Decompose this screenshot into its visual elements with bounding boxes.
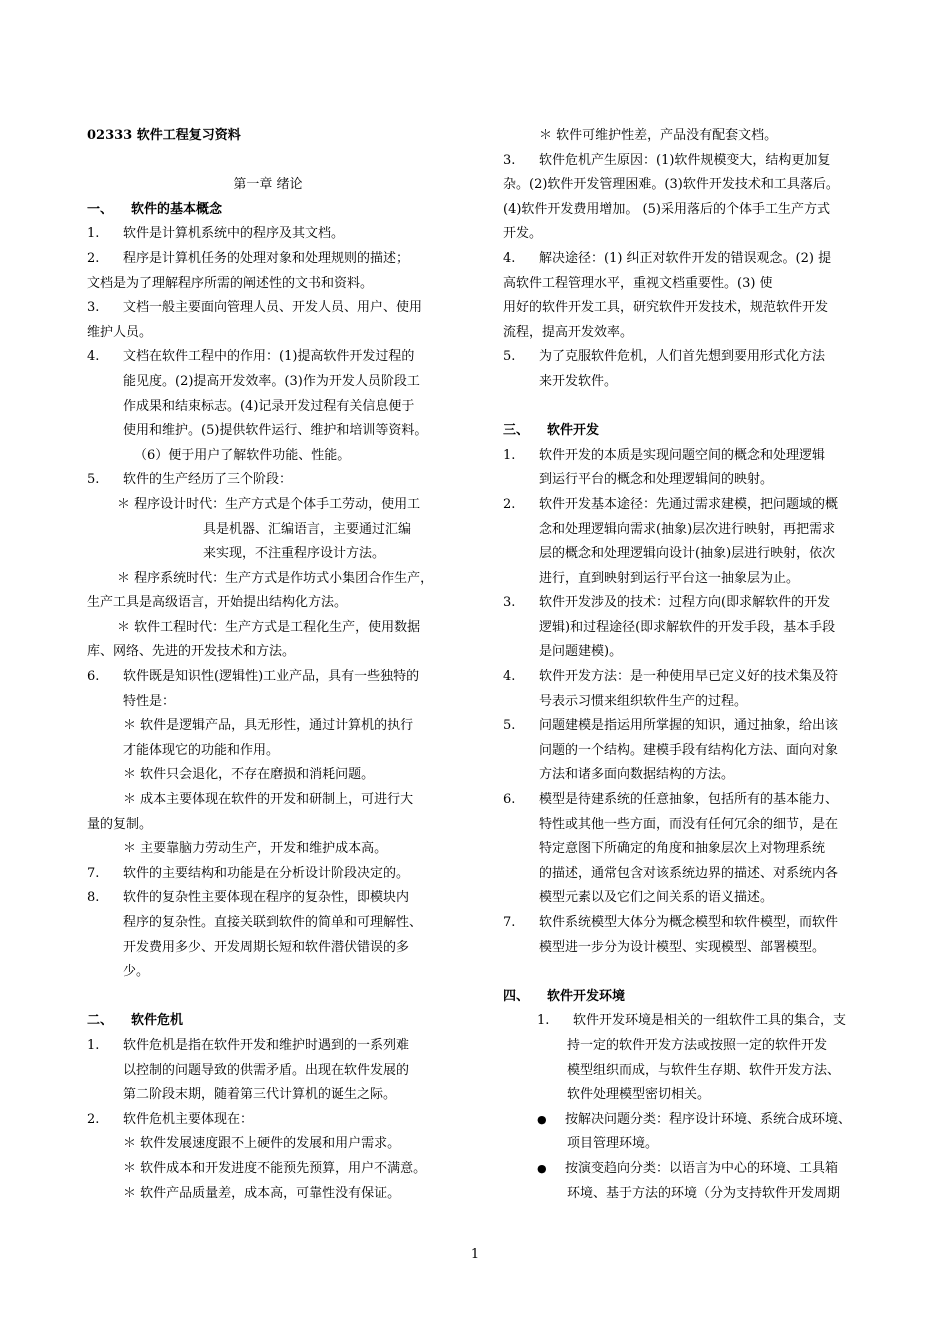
- text-line: [503, 1108, 865, 1133]
- text-line: [87, 1083, 449, 1108]
- text-line: [87, 124, 449, 149]
- item-number: 3.: [503, 595, 516, 611]
- line-text: 开发费用多少、开发周期长短和软件潜伏错误的多: [123, 939, 410, 955]
- line-text: 用好的软件开发工具，研究软件开发技术，规范软件开发: [503, 300, 829, 316]
- line-text: 按解决问题分类：程序设计环境、系统合成环境、: [565, 1111, 852, 1127]
- text-line: [503, 763, 865, 788]
- line-text: 软件开发的本质是实现问题空间的概念和处理逻辑: [539, 447, 826, 463]
- text-line: [87, 739, 449, 764]
- text-line: [503, 1182, 865, 1207]
- line-text: 文档是为了理解程序所需的阐述性的文书和资料。: [87, 275, 374, 291]
- section-heading: [503, 985, 865, 1010]
- section-heading: [87, 198, 449, 223]
- line-text: 程序是计算机任务的处理对象和处理规则的描述；: [123, 250, 410, 266]
- text-line: [503, 911, 865, 936]
- text-line: [87, 542, 449, 567]
- line-text: 以控制的问题导致的供需矛盾。出现在软件发展的: [123, 1062, 410, 1078]
- item-number: 4.: [503, 250, 516, 266]
- item-number: 7.: [503, 915, 516, 930]
- text-line: [503, 444, 865, 469]
- text-line: [503, 272, 865, 297]
- text-line: [87, 813, 449, 838]
- page-number: 1: [470, 1247, 480, 1262]
- line-text: 环境、基于方法的环境（分为支持软件开发周期: [567, 1185, 841, 1201]
- line-text: 软件开发环境: [547, 988, 626, 1004]
- line-text: 软件的复杂性主要体现在程序的复杂性，即模块内: [123, 890, 410, 906]
- text-line: [87, 665, 449, 690]
- line-text: 到运行平台的概念和处理逻辑间的映射。: [539, 472, 774, 488]
- line-text: 问题建模是指运用所掌握的知识，通过抽象，给出该: [539, 718, 839, 734]
- line-text: 软件处理模型密切相关。: [567, 1087, 711, 1103]
- line-text: 文档在软件工程中的作用：(1)提高软件开发过程的: [123, 349, 415, 365]
- text-line: [87, 714, 449, 739]
- line-text: 库、网络、先进的开发技术和方法。: [87, 644, 296, 660]
- text-line: [87, 345, 449, 370]
- text-line: [503, 370, 865, 395]
- text-line: [87, 690, 449, 715]
- text-line: [503, 788, 865, 813]
- line-text: ＊ 成本主要体现在软件的开发和研制上，可进行大: [123, 792, 414, 808]
- text-line: [503, 222, 865, 247]
- item-number: 5.: [87, 472, 100, 488]
- line-text: 特定意图下所确定的角度和抽象层次上对物理系统: [539, 841, 826, 857]
- text-line: [87, 886, 449, 911]
- line-text: 软件开发环境是相关的一组软件工具的集合，支: [573, 1013, 847, 1029]
- line-text: 文档一般主要面向管理人员、开发人员、用户、使用: [123, 300, 423, 316]
- line-text: (4)软件开发费用增加。 (5)采用落后的个体手工生产方式: [503, 201, 830, 217]
- text-line: [87, 1034, 449, 1059]
- line-text: 开发。: [503, 226, 543, 242]
- right-column: [503, 124, 865, 1206]
- text-line: [503, 149, 865, 174]
- line-text: 才能体现它的功能和作用。: [123, 742, 280, 758]
- text-line: [87, 493, 449, 518]
- text-line: [87, 222, 449, 247]
- item-number: 6.: [503, 792, 516, 808]
- line-text: 作成果和结束标志。(4)记录开发过程有关信息便于: [123, 398, 415, 414]
- line-text: 软件系统模型大体分为概念模型和软件模型，而软件: [539, 915, 839, 930]
- line-text: ＊ 软件是逻辑产品，具无形性，通过计算机的执行: [123, 718, 414, 734]
- text-line: [87, 1108, 449, 1133]
- line-text: 软件的生产经历了三个阶段：: [123, 472, 293, 488]
- line-text: 逻辑)和过程途径(即求解软件的开发手段，基本手段: [539, 619, 836, 635]
- text-line: [503, 665, 865, 690]
- line-text: 软件是计算机系统中的程序及其文档。: [123, 226, 345, 242]
- line-text: 程序的复杂性。直接关联到软件的简单和可理解性、: [123, 915, 423, 930]
- text-line: [87, 395, 449, 420]
- text-line: [503, 1009, 865, 1034]
- text-line: [503, 936, 865, 961]
- item-number: 4.: [503, 669, 516, 685]
- text-line: [503, 345, 865, 370]
- text-line: [503, 886, 865, 911]
- line-text: ＊ 软件成本和开发进度不能预先预算，用户不满意。: [123, 1160, 427, 1176]
- line-text: 维护人员。: [87, 324, 153, 340]
- text-line: [87, 321, 449, 346]
- bullet-icon: ●: [537, 1161, 547, 1175]
- blank-line: [87, 985, 449, 1010]
- text-line: [503, 591, 865, 616]
- text-line: [87, 837, 449, 862]
- line-text: 解决途径：(1) 纠正对软件开发的错误观念。(2) 提: [539, 250, 832, 266]
- text-line: [87, 1157, 449, 1182]
- line-text: 软件既是知识性(逻辑性)工业产品，具有一些独特的: [123, 669, 420, 685]
- line-text: 项目管理环境。: [567, 1136, 659, 1152]
- item-number: 一、: [87, 201, 114, 217]
- line-text: 软件开发涉及的技术：过程方向(即求解软件的开发: [539, 595, 831, 611]
- line-text: 模型组织而成，与软件生存期、软件开发方法、: [567, 1062, 841, 1078]
- line-text: 量的复制。: [87, 816, 153, 832]
- line-text: ＊ 程序系统时代：生产方式是作坊式小集团合作生产，: [117, 570, 434, 586]
- line-text: 第二阶段末期，随着第三代计算机的诞生之际。: [123, 1087, 397, 1103]
- text-line: [503, 640, 865, 665]
- text-line: [503, 1059, 865, 1084]
- line-text: 02333 软件工程复习资料: [87, 128, 241, 143]
- text-line: [87, 444, 449, 469]
- line-text: 念和处理逻辑向需求(抽象)层次进行映射，再把需求: [539, 521, 836, 537]
- line-text: ＊ 主要靠脑力劳动生产，开发和维护成本高。: [123, 841, 388, 857]
- text-line: [87, 788, 449, 813]
- line-text: 的描述，通常包含对该系统边界的描述、对系统内各: [539, 865, 839, 881]
- line-text: 少。: [123, 964, 150, 980]
- text-line: [503, 1034, 865, 1059]
- text-line: [503, 296, 865, 321]
- text-line: [87, 419, 449, 444]
- line-text: 生产工具是高级语言，开始提出结构化方法。: [87, 595, 348, 611]
- text-line: [503, 837, 865, 862]
- line-text: 软件的基本概念: [131, 201, 223, 217]
- text-line: [87, 911, 449, 936]
- line-text: ＊ 软件产品质量差，成本高，可靠性没有保证。: [123, 1185, 401, 1201]
- item-number: 3.: [503, 152, 516, 168]
- line-text: 来实现，不注重程序设计方法。: [203, 546, 386, 562]
- text-line: [503, 714, 865, 739]
- item-number: 三、: [503, 423, 530, 439]
- line-text: 软件危机: [131, 1013, 184, 1029]
- item-number: 5.: [503, 349, 516, 365]
- line-text: ＊ 软件工程时代：生产方式是工程化生产，使用数据: [117, 619, 421, 635]
- line-text: 流程，提高开发效率。: [503, 324, 634, 340]
- line-text: 软件的主要结构和功能是在分析设计阶段决定的。: [123, 865, 410, 881]
- text-line: [503, 198, 865, 223]
- line-text: ＊ 软件发展速度跟不上硬件的发展和用户需求。: [123, 1136, 401, 1152]
- line-text: 软件危机是指在软件开发和维护时遇到的一系列难: [123, 1037, 410, 1053]
- line-text: 软件开发: [547, 423, 600, 439]
- text-line: [503, 1083, 865, 1108]
- text-line: [503, 247, 865, 272]
- text-line: [503, 518, 865, 543]
- item-number: 3.: [87, 300, 100, 316]
- line-text: 软件开发方法：是一种使用早已定义好的技术集及符: [539, 669, 839, 685]
- text-line: [503, 862, 865, 887]
- line-text: 使用和维护。(5)提供软件运行、维护和培训等资料。: [123, 423, 428, 439]
- line-text: 软件危机产生原因：(1)软件规模变大，结构更加复: [539, 152, 831, 168]
- item-number: 1.: [537, 1013, 550, 1029]
- text-line: [87, 1182, 449, 1207]
- line-text: 来开发软件。: [539, 373, 618, 389]
- text-line: [503, 616, 865, 641]
- text-line: [87, 640, 449, 665]
- item-number: 四、: [503, 988, 530, 1004]
- line-text: 特性或其他一些方面，而没有任何冗余的细节，是在: [539, 816, 839, 832]
- line-text: 软件危机主要体现在：: [123, 1111, 254, 1127]
- blank-line: [87, 149, 449, 174]
- text-line: [87, 1132, 449, 1157]
- bullet-icon: ●: [537, 1112, 547, 1126]
- text-line: [503, 690, 865, 715]
- text-line: [87, 247, 449, 272]
- text-line: [503, 321, 865, 346]
- item-number: 5.: [503, 718, 516, 734]
- text-line: [503, 567, 865, 592]
- line-text: 持一定的软件开发方法或按照一定的软件开发: [567, 1037, 828, 1053]
- item-number: 6.: [87, 669, 100, 685]
- line-text: 按演变趋向分类：以语言为中心的环境、工具箱: [565, 1160, 839, 1176]
- text-line: [87, 591, 449, 616]
- line-text: 方法和诸多面向数据结构的方法。: [539, 767, 735, 783]
- section-heading: [87, 1009, 449, 1034]
- text-line: [87, 567, 449, 592]
- text-line: [503, 124, 865, 149]
- text-line: [87, 173, 449, 198]
- blank-line: [503, 395, 865, 420]
- line-text: （6）便于用户了解软件功能、性能。: [134, 447, 351, 463]
- line-text: 模型进一步分为设计模型、实现模型、部署模型。: [539, 939, 826, 955]
- line-text: 号表示习惯来组织软件生产的过程。: [539, 693, 748, 709]
- text-line: [503, 739, 865, 764]
- text-line: [87, 616, 449, 641]
- line-text: 模型元素以及它们之间关系的语义描述。: [539, 890, 774, 906]
- text-line: [503, 1157, 865, 1182]
- line-text: 进行，直到映射到运行平台这一抽象层为止。: [539, 570, 800, 586]
- item-number: 1.: [87, 1037, 100, 1053]
- text-line: [87, 862, 449, 887]
- line-text: ＊ 软件可维护性差，产品没有配套文档。: [539, 128, 778, 143]
- section-heading: [503, 419, 865, 444]
- line-text: 软件开发基本途径：先通过需求建模，把问题域的概: [539, 496, 839, 512]
- text-line: [87, 468, 449, 493]
- item-number: 4.: [87, 349, 100, 365]
- item-number: 2.: [87, 250, 100, 266]
- line-text: 杂。(2)软件开发管理困难。(3)软件开发技术和工具落后。: [503, 177, 839, 193]
- text-line: [503, 493, 865, 518]
- line-text: 为了克服软件危机，人们首先想到要用形式化方法: [539, 349, 826, 365]
- item-number: 二、: [87, 1013, 114, 1029]
- item-number: 7.: [87, 865, 100, 881]
- item-number: 1.: [503, 447, 516, 463]
- text-line: [87, 518, 449, 543]
- line-text: 第一章 绪论: [233, 177, 303, 193]
- left-column: [87, 124, 449, 1206]
- item-number: 2.: [87, 1111, 100, 1127]
- item-number: 2.: [503, 496, 516, 512]
- line-text: 是问题建模)。: [539, 644, 623, 660]
- text-line: [503, 813, 865, 838]
- line-text: 特性是：: [123, 693, 176, 709]
- line-text: ＊ 程序设计时代：生产方式是个体手工劳动，使用工: [117, 496, 421, 512]
- line-text: 高软件工程管理水平，重视文档重要性。(3) 使: [503, 275, 773, 291]
- line-text: 层的概念和处理逻辑向设计(抽象)层进行映射，依次: [539, 546, 836, 562]
- line-text: 问题的一个结构。建模手段有结构化方法、面向对象: [539, 742, 839, 758]
- text-line: [87, 370, 449, 395]
- blank-line: [503, 960, 865, 985]
- text-line: [503, 468, 865, 493]
- text-line: [87, 960, 449, 985]
- text-line: [87, 936, 449, 961]
- line-text: 具是机器、汇编语言，主要通过汇编: [203, 521, 412, 537]
- item-number: 8.: [87, 890, 100, 906]
- text-line: [87, 272, 449, 297]
- item-number: 1.: [87, 226, 100, 242]
- text-line: [503, 173, 865, 198]
- text-line: [503, 542, 865, 567]
- text-line: [503, 1132, 865, 1157]
- line-text: ＊ 软件只会退化，不存在磨损和消耗问题。: [123, 767, 375, 783]
- text-line: [87, 1059, 449, 1084]
- line-text: 能见度。(2)提高开发效率。(3)作为开发人员阶段工: [123, 373, 420, 389]
- text-line: [87, 763, 449, 788]
- text-line: [87, 296, 449, 321]
- line-text: 模型是待建系统的任意抽象，包括所有的基本能力、: [539, 792, 839, 808]
